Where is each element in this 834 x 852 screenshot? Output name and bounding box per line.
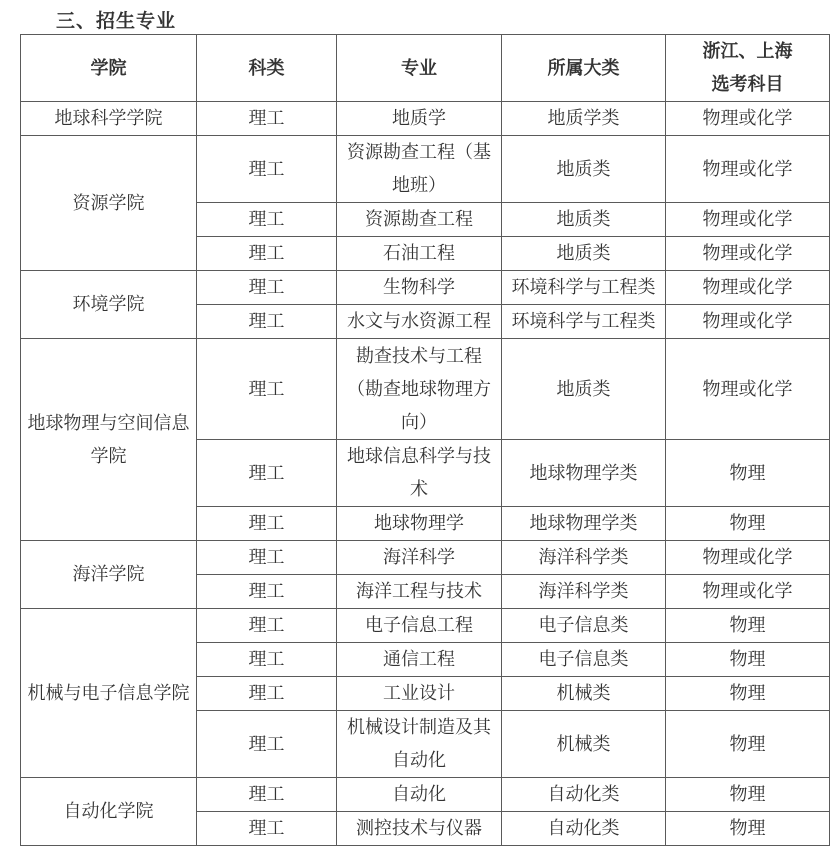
header-major: 专业 bbox=[337, 35, 502, 102]
subjects-cell: 物理或化学 bbox=[666, 102, 830, 136]
major-class-cell: 自动化类 bbox=[502, 812, 666, 846]
table-row bbox=[21, 778, 830, 812]
major-class-cell: 地质类 bbox=[502, 136, 666, 203]
major-cell: 通信工程 bbox=[337, 643, 502, 677]
major-cell: 电子信息工程 bbox=[337, 609, 502, 643]
subjects-cell: 物理或化学 bbox=[666, 575, 830, 609]
category-cell: 理工 bbox=[197, 203, 337, 237]
major-cell: 石油工程 bbox=[337, 237, 502, 271]
subjects-cell: 物理 bbox=[666, 507, 830, 541]
college-cell: 资源学院 bbox=[21, 136, 197, 271]
college-cell: 海洋学院 bbox=[21, 541, 197, 609]
category-cell: 理工 bbox=[197, 507, 337, 541]
subjects-cell: 物理或化学 bbox=[666, 271, 830, 305]
header-college: 学院 bbox=[21, 35, 197, 102]
major-class-cell: 地质类 bbox=[502, 237, 666, 271]
major-cell: 机械设计制造及其自动化 bbox=[337, 711, 502, 778]
subjects-cell: 物理 bbox=[666, 778, 830, 812]
section-title: 三、招生专业 bbox=[56, 10, 177, 32]
category-cell: 理工 bbox=[197, 440, 337, 507]
college-cell: 环境学院 bbox=[21, 271, 197, 339]
table-row bbox=[21, 541, 830, 575]
major-class-cell: 机械类 bbox=[502, 711, 666, 778]
major-class-cell: 电子信息类 bbox=[502, 609, 666, 643]
category-cell: 理工 bbox=[197, 305, 337, 339]
table-header-row bbox=[21, 35, 830, 102]
subjects-cell: 物理或化学 bbox=[666, 203, 830, 237]
major-cell: 测控技术与仪器 bbox=[337, 812, 502, 846]
subjects-cell: 物理或化学 bbox=[666, 541, 830, 575]
category-cell: 理工 bbox=[197, 711, 337, 778]
category-cell: 理工 bbox=[197, 237, 337, 271]
subjects-cell: 物理 bbox=[666, 643, 830, 677]
major-class-cell: 地球物理学类 bbox=[502, 507, 666, 541]
category-cell: 理工 bbox=[197, 271, 337, 305]
category-cell: 理工 bbox=[197, 812, 337, 846]
subjects-cell: 物理或化学 bbox=[666, 339, 830, 440]
college-cell: 地球科学学院 bbox=[21, 102, 197, 136]
major-class-cell: 地质学类 bbox=[502, 102, 666, 136]
header-major-class: 所属大类 bbox=[502, 35, 666, 102]
college-cell: 机械与电子信息学院 bbox=[21, 609, 197, 778]
table-row bbox=[21, 339, 830, 440]
table-row bbox=[21, 271, 830, 305]
table-row bbox=[21, 102, 830, 136]
category-cell: 理工 bbox=[197, 643, 337, 677]
category-cell: 理工 bbox=[197, 778, 337, 812]
subjects-cell: 物理 bbox=[666, 677, 830, 711]
table-row bbox=[21, 136, 830, 203]
subjects-cell: 物理或化学 bbox=[666, 305, 830, 339]
category-cell: 理工 bbox=[197, 575, 337, 609]
subjects-cell: 物理或化学 bbox=[666, 237, 830, 271]
major-cell: 资源勘查工程 bbox=[337, 203, 502, 237]
college-cell: 自动化学院 bbox=[21, 778, 197, 846]
header-subjects: 浙江、上海 选考科目 bbox=[666, 35, 830, 102]
category-cell: 理工 bbox=[197, 541, 337, 575]
major-class-cell: 地质类 bbox=[502, 203, 666, 237]
major-cell: 地球物理学 bbox=[337, 507, 502, 541]
subjects-cell: 物理 bbox=[666, 440, 830, 507]
subjects-cell: 物理 bbox=[666, 812, 830, 846]
major-class-cell: 电子信息类 bbox=[502, 643, 666, 677]
category-cell: 理工 bbox=[197, 609, 337, 643]
major-class-cell: 环境科学与工程类 bbox=[502, 271, 666, 305]
college-cell: 地球物理与空间信息学院 bbox=[21, 339, 197, 541]
table-row bbox=[21, 609, 830, 643]
major-cell: 资源勘查工程（基地班） bbox=[337, 136, 502, 203]
major-cell: 勘查技术与工程（勘查地球物理方向） bbox=[337, 339, 502, 440]
major-class-cell: 地球物理学类 bbox=[502, 440, 666, 507]
major-cell: 生物科学 bbox=[337, 271, 502, 305]
major-class-cell: 海洋科学类 bbox=[502, 575, 666, 609]
subjects-cell: 物理或化学 bbox=[666, 136, 830, 203]
major-class-cell: 海洋科学类 bbox=[502, 541, 666, 575]
subjects-cell: 物理 bbox=[666, 711, 830, 778]
major-cell: 自动化 bbox=[337, 778, 502, 812]
major-cell: 地球信息科学与技术 bbox=[337, 440, 502, 507]
majors-table bbox=[20, 34, 830, 846]
major-class-cell: 自动化类 bbox=[502, 778, 666, 812]
category-cell: 理工 bbox=[197, 102, 337, 136]
category-cell: 理工 bbox=[197, 136, 337, 203]
major-cell: 海洋工程与技术 bbox=[337, 575, 502, 609]
category-cell: 理工 bbox=[197, 339, 337, 440]
major-class-cell: 机械类 bbox=[502, 677, 666, 711]
category-cell: 理工 bbox=[197, 677, 337, 711]
major-cell: 海洋科学 bbox=[337, 541, 502, 575]
major-class-cell: 环境科学与工程类 bbox=[502, 305, 666, 339]
major-cell: 水文与水资源工程 bbox=[337, 305, 502, 339]
subjects-cell: 物理 bbox=[666, 609, 830, 643]
major-cell: 工业设计 bbox=[337, 677, 502, 711]
header-category: 科类 bbox=[197, 35, 337, 102]
major-class-cell: 地质类 bbox=[502, 339, 666, 440]
major-cell: 地质学 bbox=[337, 102, 502, 136]
